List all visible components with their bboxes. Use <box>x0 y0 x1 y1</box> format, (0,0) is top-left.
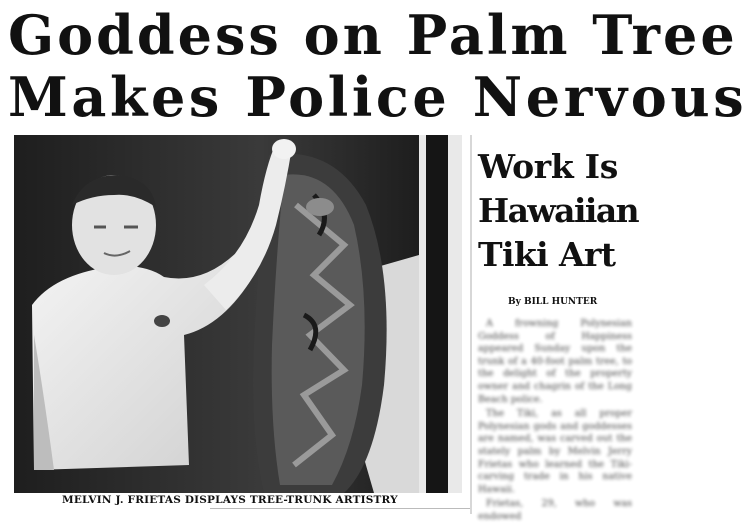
column-divider <box>470 135 472 514</box>
byline: By BILL HUNTER <box>508 297 598 307</box>
subheadline <box>478 145 638 277</box>
subhead-line-3: Tiki Art <box>478 235 616 274</box>
news-photo <box>14 135 462 493</box>
photo-caption: MELVIN J. FRIETAS DISPLAYS TREE-TRUNK ARTISTRY <box>62 494 398 506</box>
headline-line-2: Makes Police Nervous <box>8 65 747 129</box>
bottom-rule <box>210 508 470 509</box>
subhead-line-2: Hawaiian <box>478 191 638 230</box>
article-body <box>478 318 632 522</box>
subhead-line-1: Work Is <box>478 147 619 186</box>
body-paragraph: A frowning Polynesian Goddess of Happiness appeared Sunday upon the trunk of a 40-foot palm tree, to the delight of the property owner and chagrin of the Long Beach police. <box>478 318 632 405</box>
body-paragraph: Frietas, 29, who was endowed <box>478 498 632 522</box>
headline-line-1: Goddess on Palm Tree <box>8 3 738 67</box>
body-paragraph: The Tiki, as all proper Polynesian gods and goddesses are named, was carved out the stately palm by Melvin Jerry Frietas who learned the Tiki-carving trade in his native Hawaii. <box>478 408 632 495</box>
photo-illustration <box>14 135 462 493</box>
